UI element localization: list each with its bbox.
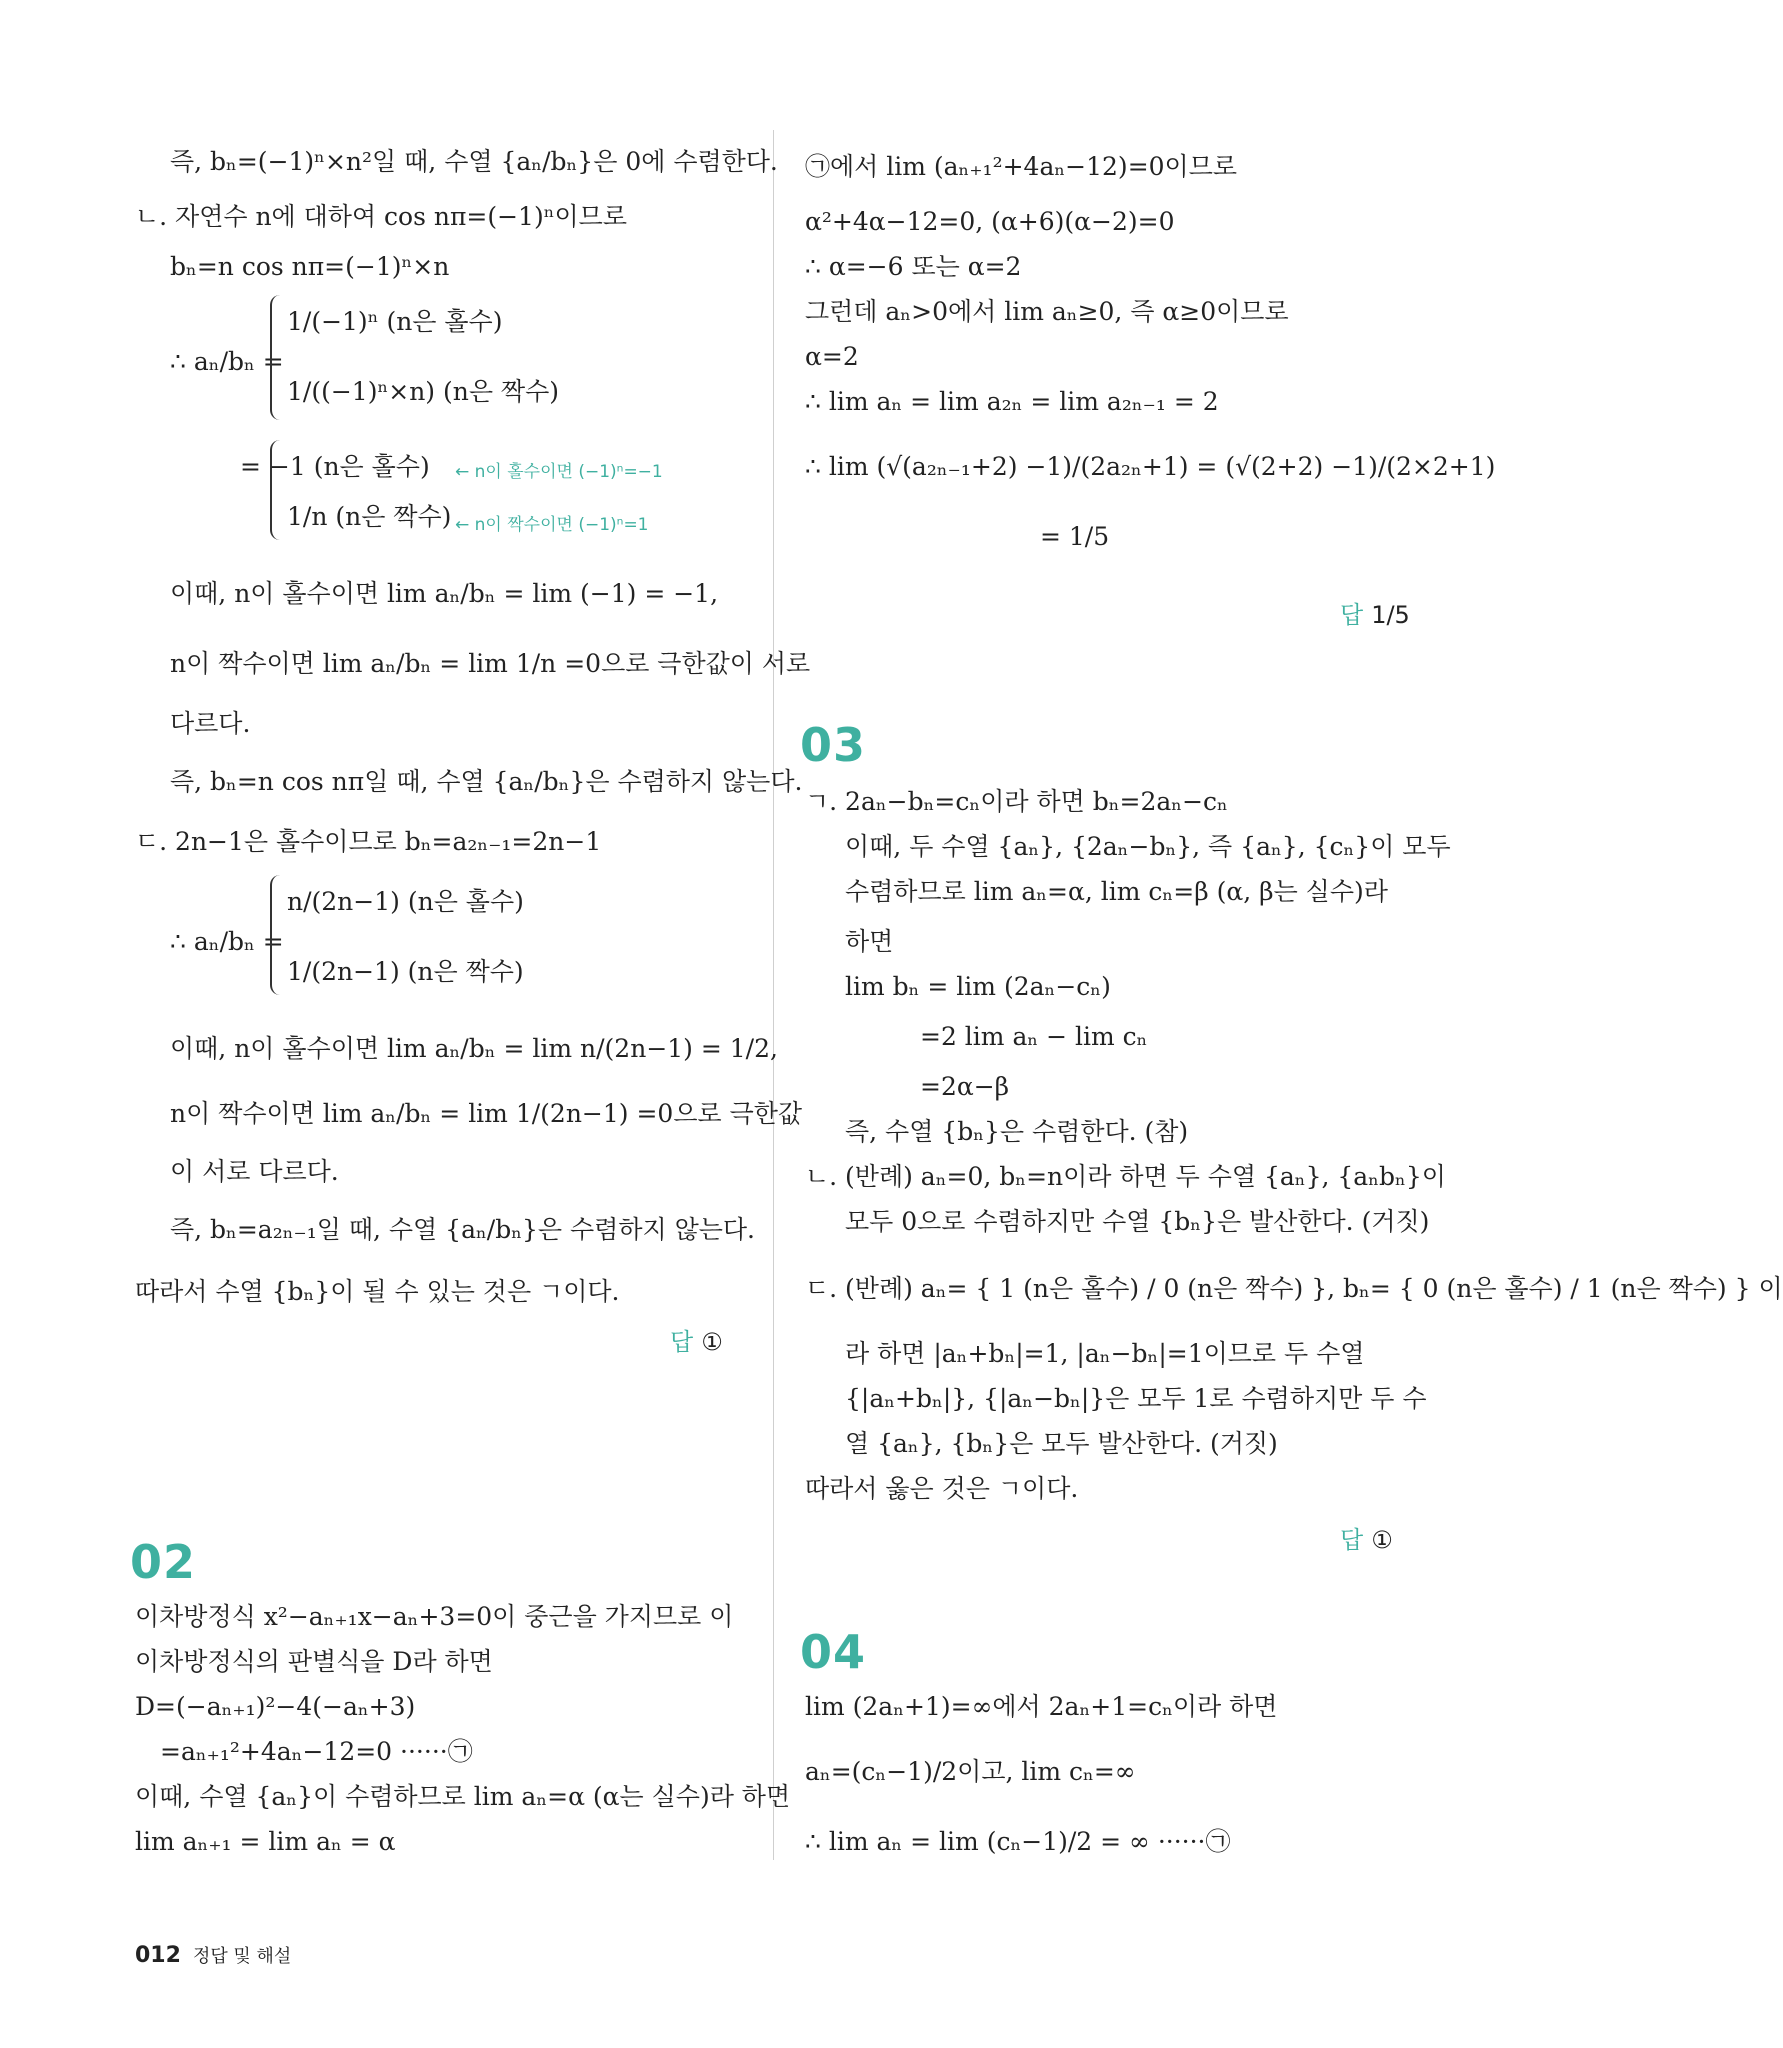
- text-line: lim (2aₙ+1)=∞에서 2aₙ+1=cₙ이라 하면: [805, 1692, 1278, 1721]
- text-line: 수렴하므로 lim aₙ=α, lim cₙ=β (α, β는 실수)라: [845, 877, 1388, 906]
- note: ← n이 짝수이면 (−1)ⁿ=1: [455, 515, 649, 535]
- text-line: D=(−aₙ₊₁)²−4(−aₙ+3): [135, 1692, 416, 1721]
- text-line: 다르다.: [170, 709, 251, 738]
- text-line: 이때, n이 홀수이면 lim aₙ/bₙ = lim (−1) = −1,: [170, 579, 719, 608]
- answer-mark: ①: [1371, 1526, 1393, 1554]
- text-line: = −1 (n은 홀수): [240, 452, 430, 481]
- text-line: 그런데 aₙ>0에서 lim aₙ≥0, 즉 α≥0이므로: [805, 297, 1289, 326]
- text-line: 즉, 수열 {bₙ}은 수렴한다. (참): [845, 1117, 1189, 1146]
- text-line: 따라서 수열 {bₙ}이 될 수 있는 것은 ㄱ이다.: [135, 1277, 620, 1306]
- text-line: 즉, bₙ=n cos nπ일 때, 수열 {aₙ/bₙ}은 수렴하지 않는다.: [170, 767, 803, 796]
- page-number: 012: [135, 1943, 181, 1968]
- text-line: lim bₙ = lim (2aₙ−cₙ): [845, 972, 1111, 1001]
- problem-number: 03: [800, 718, 867, 772]
- text-line: ㄷ. 2n−1은 홀수이므로 bₙ=a₂ₙ₋₁=2n−1: [135, 827, 602, 856]
- text-line: lim aₙ₊₁ = lim aₙ = α: [135, 1827, 396, 1856]
- text-line: 이때, 두 수열 {aₙ}, {2aₙ−bₙ}, 즉 {aₙ}, {cₙ}이 모두: [845, 832, 1451, 861]
- text-line: = 1/5: [1040, 522, 1110, 551]
- text-line: 즉, bₙ=(−1)ⁿ×n²일 때, 수열 {aₙ/bₙ}은 0에 수렴한다.: [170, 147, 778, 176]
- text-line: 이차방정식의 판별식을 D라 하면: [135, 1647, 493, 1676]
- text-line: n이 짝수이면 lim aₙ/bₙ = lim 1/n =0으로 극한값이 서로: [170, 649, 811, 678]
- text-line: =aₙ₊₁²+4aₙ−12=0 ······㉠: [160, 1737, 473, 1766]
- problem-number: 02: [130, 1535, 197, 1589]
- text-line: 1/n (n은 짝수): [287, 502, 452, 531]
- text-line: =2α−β: [920, 1072, 1010, 1101]
- text-line: 1/(−1)ⁿ (n은 홀수): [287, 307, 503, 336]
- text-line: 1/(2n−1) (n은 짝수): [287, 957, 524, 986]
- text-line: 1/((−1)ⁿ×n) (n은 짝수): [287, 377, 560, 406]
- text-line: ㄱ. 2aₙ−bₙ=cₙ이라 하면 bₙ=2aₙ−cₙ: [805, 787, 1228, 816]
- text-line: 열 {aₙ}, {bₙ}은 모두 발산한다. (거짓): [845, 1429, 1278, 1458]
- text-line: ㉠에서 lim (aₙ₊₁²+4aₙ−12)=0이므로: [805, 152, 1237, 181]
- text-line: α²+4α−12=0, (α+6)(α−2)=0: [805, 207, 1175, 236]
- text-line: ∴ lim aₙ = lim a₂ₙ = lim a₂ₙ₋₁ = 2: [805, 387, 1219, 416]
- note: ← n이 홀수이면 (−1)ⁿ=−1: [455, 462, 663, 482]
- answer: [1340, 595, 1410, 630]
- column-divider: [773, 130, 774, 1860]
- text-line: 이때, n이 홀수이면 lim aₙ/bₙ = lim n/(2n−1) = 1/2,: [170, 1034, 778, 1063]
- text-line: 따라서 옳은 것은 ㄱ이다.: [805, 1474, 1079, 1503]
- text-line: ∴ aₙ/bₙ =: [170, 347, 284, 376]
- footer-label: 정답 및 해설: [192, 1946, 292, 1967]
- text-line: ∴ α=−6 또는 α=2: [805, 252, 1022, 281]
- text-line: 즉, bₙ=a₂ₙ₋₁일 때, 수열 {aₙ/bₙ}은 수렴하지 않는다.: [170, 1215, 755, 1244]
- brace: [270, 295, 280, 420]
- text-line: {|aₙ+bₙ|}, {|aₙ−bₙ|}은 모두 1로 수렴하지만 두 수: [845, 1384, 1427, 1413]
- answer-label: 답: [670, 1328, 694, 1356]
- text-line: α=2: [805, 342, 859, 371]
- answer: [1340, 1520, 1393, 1555]
- answer-mark: 1/5: [1371, 601, 1410, 629]
- text-line: bₙ=n cos nπ=(−1)ⁿ×n: [170, 252, 450, 281]
- text-line: 이 서로 다르다.: [170, 1157, 339, 1186]
- text-line: 이때, 수열 {aₙ}이 수렴하므로 lim aₙ=α (α는 실수)라 하면: [135, 1782, 791, 1811]
- text-line: 라 하면 |aₙ+bₙ|=1, |aₙ−bₙ|=1이므로 두 수열: [845, 1339, 1365, 1368]
- text-line: ∴ lim (√(a₂ₙ₋₁+2) −1)/(2a₂ₙ+1) = (√(2+2) −1)/(2×2+1): [805, 452, 1496, 481]
- text-line: aₙ=(cₙ−1)/2이고, lim cₙ=∞: [805, 1757, 1136, 1786]
- answer-label: 답: [1340, 601, 1364, 629]
- text-line: ∴ lim aₙ = lim (cₙ−1)/2 = ∞ ······㉠: [805, 1827, 1231, 1856]
- answer: [670, 1322, 723, 1357]
- page-footer: [135, 1942, 291, 1968]
- text-line: ㄴ. (반례) aₙ=0, bₙ=n이라 하면 두 수열 {aₙ}, {aₙbₙ}이: [805, 1162, 1446, 1191]
- text-line: 하면: [845, 927, 894, 956]
- text-line: ㄴ. 자연수 n에 대하여 cos nπ=(−1)ⁿ이므로: [135, 202, 627, 231]
- text-line: ∴ aₙ/bₙ =: [170, 927, 284, 956]
- brace: [270, 875, 280, 995]
- problem-number: 04: [800, 1625, 867, 1679]
- text-line: n이 짝수이면 lim aₙ/bₙ = lim 1/(2n−1) =0으로 극한값: [170, 1099, 803, 1128]
- answer-label: 답: [1340, 1526, 1364, 1554]
- answer-mark: ①: [701, 1328, 723, 1356]
- text-line: ㄷ. (반례) aₙ= { 1 (n은 홀수) / 0 (n은 짝수) }, bₙ= { 0 (n은 홀수) / 1 (n은 짝수) } 이: [805, 1274, 1783, 1303]
- text-line: n/(2n−1) (n은 홀수): [287, 887, 524, 916]
- text-line: 모두 0으로 수렴하지만 수열 {bₙ}은 발산한다. (거짓): [845, 1207, 1430, 1236]
- text-line: 이차방정식 x²−aₙ₊₁x−aₙ+3=0이 중근을 가지므로 이: [135, 1602, 734, 1631]
- text-line: =2 lim aₙ − lim cₙ: [920, 1022, 1148, 1051]
